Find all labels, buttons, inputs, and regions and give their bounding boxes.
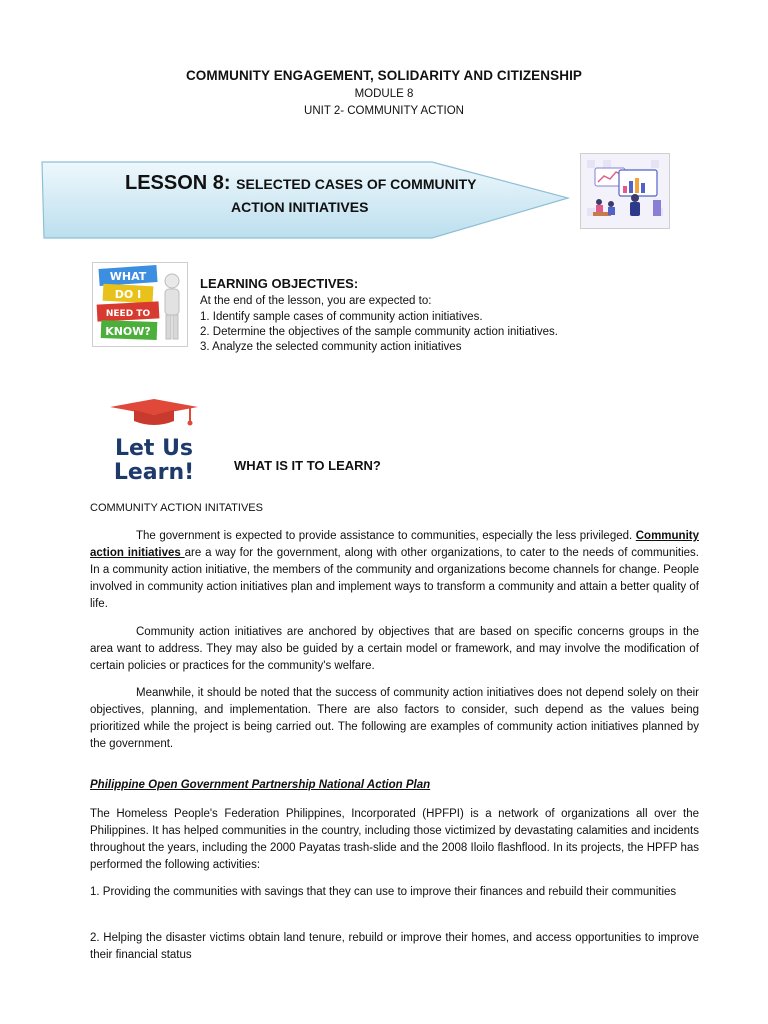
logo-text-line1: Let Us xyxy=(114,436,194,461)
subheading: Philippine Open Government Partnership National Action Plan xyxy=(90,779,431,791)
objective-item-3: 3. Analyze the selected community action initiatives xyxy=(200,341,462,353)
paragraph-1-rest: are a way for the government, along with other organizations, to cater to the needs of communities. In a community action initiative, the members of the community and organizations become channels for change. People involved in community action initiatives plan and implement ways to transform a community and attain a better quality of life. xyxy=(90,547,699,610)
objective-item-2: 2. Determine the objectives of the sample community action initiatives. xyxy=(200,326,558,338)
thinking-figure-icon xyxy=(93,263,187,346)
let-us-learn-logo xyxy=(104,399,204,485)
paragraph-4: The Homeless People's Federation Philippines, Incorporated (HPFPI) is a network of organizations all over the Philippines. It has helped communities in the country, including those victimized by devastating calamities and incidents throughout the years, including the 2000 Payatas trash-slide and the 2008 Iloilo flashflood. In its projects, the HPFP has performed the following activities: xyxy=(90,808,699,871)
key-term: Community action initiatives xyxy=(90,530,699,559)
paragraph-1-start: The government is expected to provide assistance to communities, especially the less privileged. xyxy=(136,530,633,542)
paragraph-3: Meanwhile, it should be noted that the success of community action initiatives does not depend solely on their objectives, planning, and implementation. There are also factors to consider, such depend as the values being prioritized while the project is being carried out. The following are examples of community action initiatives planned by the government. xyxy=(90,687,699,750)
learn-heading: WHAT IS IT TO LEARN? xyxy=(234,458,381,473)
unit-label: UNIT 2- COMMUNITY ACTION xyxy=(304,105,464,117)
objectives-title: LEARNING OBJECTIVES: xyxy=(200,276,359,291)
document-title: COMMUNITY ENGAGEMENT, SOLIDARITY AND CITIZENSHIP xyxy=(185,68,583,83)
lesson-title-line2: ACTION INITIATIVES xyxy=(231,199,369,215)
paragraph-2: Community action initiatives are anchored by objectives that are based on specific concerns groups in the area want to address. They may also be guided by a certain model or framework, and may involve the modification of certain policies or practices for the community's welfare. xyxy=(90,626,699,672)
list-item: 1. Providing the communities with savings that they can use to improve their finances and rebuild their communities xyxy=(90,886,677,898)
presentation-illustration xyxy=(580,153,670,229)
presentation-icon xyxy=(581,154,669,228)
objectives-intro: At the end of the lesson, you are expected to: xyxy=(200,295,432,307)
paragraph-1 xyxy=(90,528,699,613)
image-word-3: NEED TO xyxy=(105,309,151,319)
lesson-title-line1 xyxy=(125,172,477,195)
graduation-cap-icon xyxy=(104,399,204,485)
image-word-2: DO I xyxy=(114,288,142,301)
objective-item-1: 1. Identify sample cases of community action initiatives. xyxy=(200,311,483,323)
image-word-4: KNOW? xyxy=(105,325,151,338)
section-heading: COMMUNITY ACTION INITATIVES xyxy=(90,502,263,514)
logo-text-line2: Learn! xyxy=(113,460,195,485)
list-item: 2. Helping the disaster victims obtain land tenure, rebuild or improve their homes, and access opportunities to improve their financial status xyxy=(90,932,699,961)
module-label: MODULE 8 xyxy=(354,88,414,100)
need-to-know-image xyxy=(92,262,188,347)
image-word-1: WHAT xyxy=(109,270,147,283)
lesson-title-part1: SELECTED CASES OF COMMUNITY xyxy=(236,176,477,192)
lesson-number: LESSON 8: xyxy=(125,172,237,194)
